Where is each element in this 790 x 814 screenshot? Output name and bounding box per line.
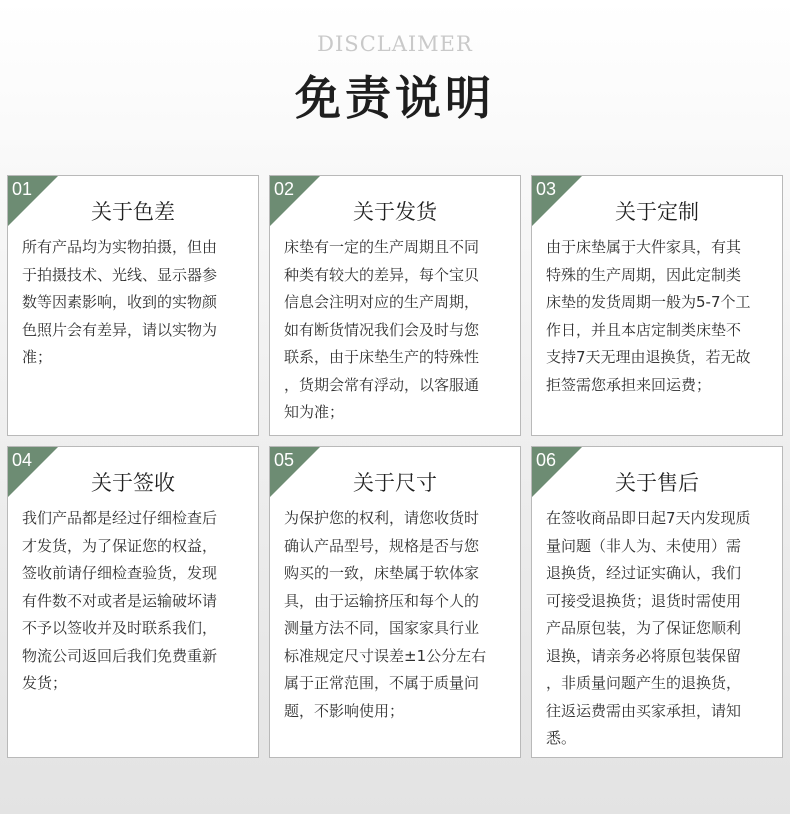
card-body-line: 具，由于运输挤压和每个人的 — [284, 591, 480, 610]
card-body-line: ，非质量问题产生的退换货， — [546, 674, 742, 692]
card-body-line: 不予以签收并及时联系我们， — [22, 619, 218, 637]
card-title: 关于签收 — [91, 471, 175, 495]
card-body-line: 床垫的发货周期一般为5-7个工 — [546, 293, 751, 311]
card-body-line: 退换货，经过证实确认，我们 — [546, 564, 742, 582]
card-title: 关于发货 — [353, 200, 437, 224]
disclaimer-card-05 — [269, 446, 521, 758]
card-body-line: 由于床垫属于大件家具，有其 — [546, 238, 742, 256]
card-body-line: ，货期会常有浮动，以客服通 — [284, 375, 480, 394]
disclaimer-card-01 — [7, 175, 259, 436]
card-body — [546, 505, 772, 753]
card-body — [284, 234, 510, 427]
card-body-line: 确认产品型号，规格是否与您 — [284, 536, 480, 555]
disclaimer-subtitle: DISCLAIMER — [317, 32, 473, 56]
card-number: 01 — [12, 179, 33, 199]
card-body-line: 如有断货情况我们会及时与您 — [284, 320, 480, 339]
card-body-line: 数等因素影响，收到的实物颜 — [22, 293, 218, 311]
card-body-line: 知为准； — [284, 403, 345, 421]
card-body-line: 往返运费需由买家承担，请知 — [546, 701, 742, 720]
card-number: 02 — [274, 179, 295, 199]
card-body-line: 准； — [22, 348, 53, 366]
card-body-line: 特殊的生产周期，因此定制类 — [546, 265, 742, 284]
card-body-line: 所有产品均为实物拍摄，但由 — [22, 238, 218, 256]
disclaimer-card-02 — [269, 175, 521, 436]
disclaimer-card-03 — [531, 175, 783, 436]
card-body-line: 签收前请仔细检查验货，发现 — [22, 564, 218, 582]
card-body-line: 退换，请亲务必将原包装保留 — [546, 646, 742, 665]
card-body-line: 作日，并且本店定制类床垫不 — [546, 320, 742, 339]
card-body — [22, 505, 248, 698]
card-body-line: 种类有较大的差异，每个宝贝 — [284, 265, 480, 284]
disclaimer-card-04 — [7, 446, 259, 758]
card-body — [22, 234, 248, 372]
card-title: 关于定制 — [615, 200, 699, 224]
card-body-line: 悉。 — [546, 729, 577, 747]
card-title: 关于售后 — [615, 471, 699, 495]
card-body-line: 床垫有一定的生产周期且不同 — [284, 238, 480, 256]
page-title: 免责说明 — [295, 71, 495, 125]
card-number: 06 — [536, 450, 557, 470]
card-body-line: 于拍摄技术、光线、显示器参 — [22, 265, 218, 284]
card-body-line: 可接受退换货；退货时需使用 — [546, 591, 742, 610]
card-body-line: 才发货，为了保证您的权益， — [22, 536, 218, 555]
card-number: 04 — [12, 450, 33, 470]
card-body-line: 信息会注明对应的生产周期， — [284, 293, 480, 311]
card-number: 05 — [274, 450, 295, 470]
card-body-line: 有件数不对或者是运输破坏请 — [22, 591, 218, 610]
card-title: 关于色差 — [91, 200, 175, 224]
card-body-line: 量问题（非人为、未使用）需 — [546, 536, 742, 555]
card-body-line: 标准规定尺寸误差±1公分左右 — [284, 646, 487, 665]
card-body-line: 物流公司返回后我们免费重新 — [22, 646, 218, 665]
card-body-line: 拒签需您承担来回运费； — [546, 375, 712, 394]
card-number: 03 — [536, 179, 557, 199]
card-body-line: 支持7天无理由退换货，若无故 — [546, 348, 751, 366]
card-body-line: 联系，由于床垫生产的特殊性 — [284, 348, 480, 366]
card-body — [546, 234, 772, 399]
card-body-line: 购买的一致，床垫属于软体家 — [284, 564, 480, 582]
card-body-line: 为保护您的权利，请您收货时 — [284, 509, 480, 527]
card-body-line: 发货； — [22, 674, 68, 692]
card-body-line: 我们产品都是经过仔细检查后 — [22, 509, 218, 527]
card-body-line: 在签收商品即日起7天内发现质 — [546, 509, 751, 527]
card-body-line: 测量方法不同，国家家具行业 — [284, 619, 480, 637]
card-body-line: 题，不影响使用； — [284, 701, 405, 720]
card-body — [284, 505, 510, 725]
card-body-line: 属于正常范围，不属于质量问 — [284, 674, 480, 692]
card-body-line: 产品原包装，为了保证您顺利 — [546, 619, 742, 637]
card-title: 关于尺寸 — [353, 471, 437, 495]
card-body-line: 色照片会有差异，请以实物为 — [22, 320, 218, 339]
disclaimer-card-06 — [531, 446, 783, 758]
